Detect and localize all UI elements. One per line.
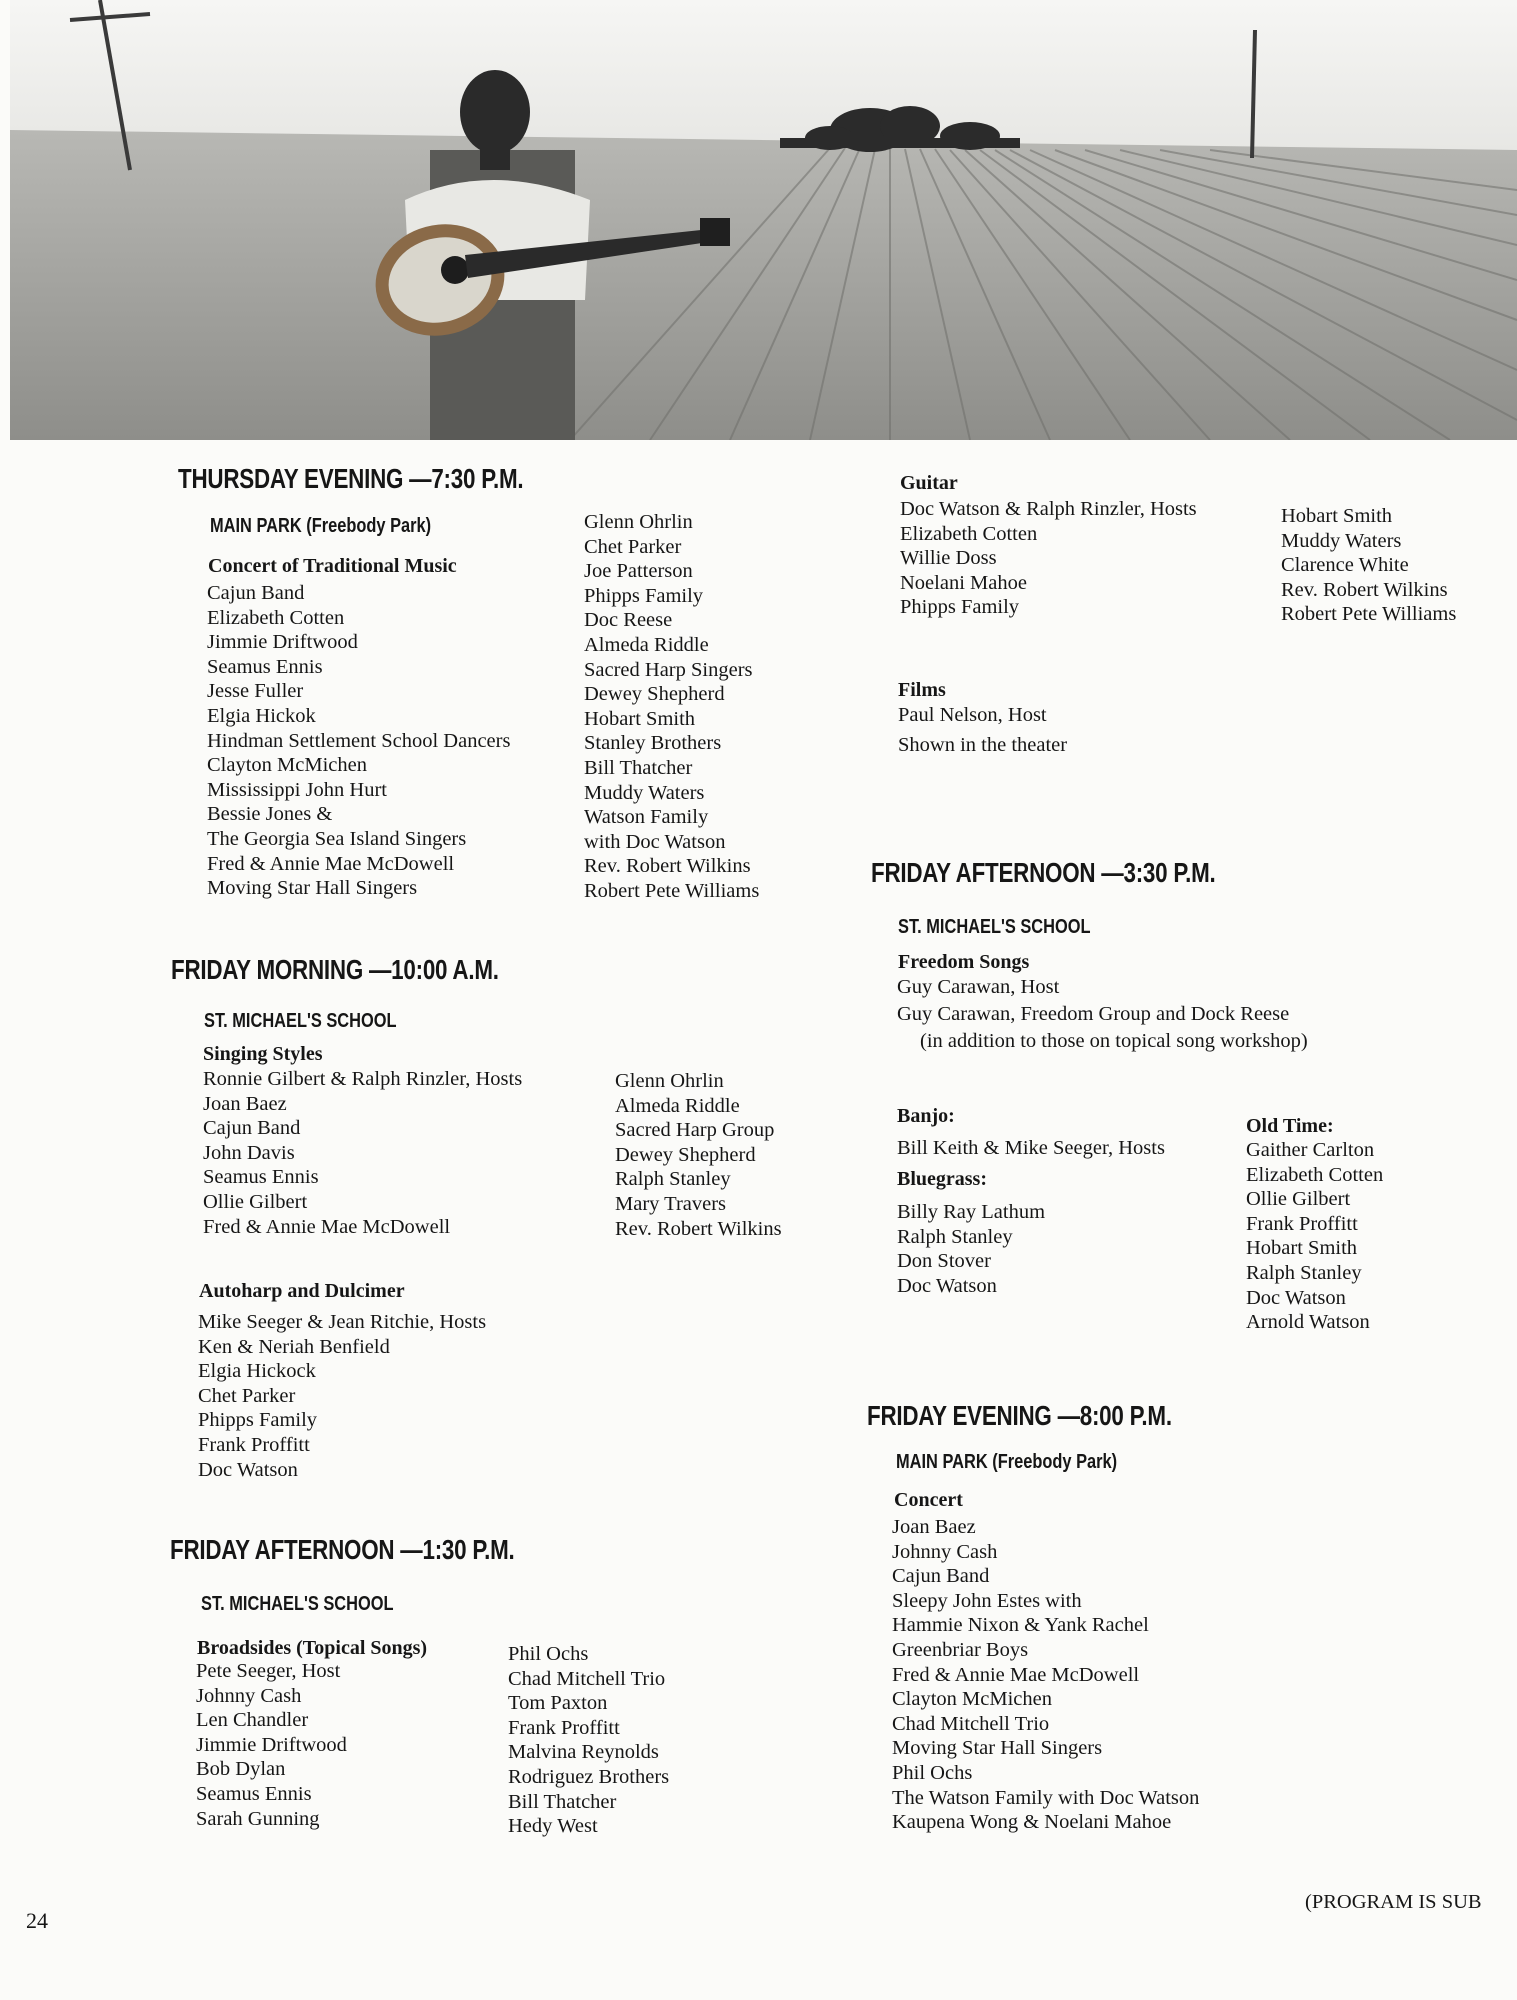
- list-item: Chet Parker: [584, 535, 682, 558]
- list-item: Fred & Annie Mae McDowell: [203, 1215, 451, 1238]
- list-item: Elizabeth Cotten: [900, 522, 1038, 545]
- list-item: Moving Star Hall Singers: [892, 1737, 1103, 1760]
- list-item: Jesse Fuller: [207, 680, 304, 703]
- list-item: Sacred Harp Group: [615, 1119, 775, 1142]
- list-item: Fred & Annie Mae McDowell: [207, 852, 455, 875]
- friday-evening-program: Concert: [894, 1489, 963, 1511]
- list-item: Doc Watson: [1246, 1286, 1346, 1309]
- list-item: Mike Seeger & Jean Ritchie, Hosts: [198, 1311, 487, 1333]
- list-item: Ralph Stanley: [1246, 1261, 1362, 1284]
- list-item: Len Chandler: [196, 1709, 309, 1732]
- thursday-evening-heading: THURSDAY EVENING —7:30 P.M.: [178, 463, 524, 494]
- list-item: Jimmie Driftwood: [196, 1733, 347, 1756]
- list-item: Glenn Ohrlin: [584, 511, 693, 533]
- list-item: Hammie Nixon & Yank Rachel: [892, 1614, 1149, 1637]
- thursday-evening-venue: MAIN PARK (Freebody Park): [210, 515, 432, 537]
- freedom-songs-host: Guy Carawan, Host: [897, 976, 1060, 998]
- list-item: Doc Watson: [198, 1458, 298, 1481]
- list-item: Rev. Robert Wilkins: [615, 1217, 782, 1240]
- list-item: Hobart Smith: [1246, 1237, 1358, 1260]
- list-item: Bill Thatcher: [584, 756, 693, 779]
- films-host: Paul Nelson, Host: [898, 704, 1047, 726]
- list-item: Doc Watson: [897, 1274, 997, 1297]
- bluegrass-title: Bluegrass:: [897, 1168, 987, 1190]
- list-item: Phil Ochs: [508, 1643, 589, 1665]
- thursday-performers-col1: [207, 581, 510, 901]
- list-item: Tom Paxton: [508, 1692, 608, 1715]
- banjo-title: Banjo:: [897, 1105, 955, 1127]
- list-item: Frank Proffitt: [1246, 1212, 1358, 1235]
- list-item: Elgia Hickock: [198, 1360, 316, 1383]
- films-note: Shown in the theater: [898, 734, 1068, 756]
- list-item: Frank Proffitt: [508, 1716, 620, 1739]
- list-item: Ken & Neriah Benfield: [198, 1335, 390, 1358]
- list-item: John Davis: [203, 1141, 295, 1164]
- friday-afternoon-1-heading: FRIDAY AFTERNOON —1:30 P.M.: [170, 1534, 515, 1565]
- friday-evening-list: [892, 1515, 1199, 1835]
- list-item: Ralph Stanley: [615, 1168, 731, 1191]
- list-item: Cajun Band: [207, 582, 305, 604]
- list-item: Joe Patterson: [584, 560, 693, 583]
- friday-morning-venue: ST. MICHAEL'S SCHOOL: [204, 1010, 397, 1032]
- list-item: Elizabeth Cotten: [1246, 1163, 1384, 1186]
- list-item: Mississippi John Hurt: [207, 778, 387, 801]
- list-item: The Watson Family with Doc Watson: [892, 1786, 1200, 1809]
- list-item: Kaupena Wong & Noelani Mahoe: [892, 1811, 1172, 1834]
- list-item: Chad Mitchell Trio: [508, 1667, 666, 1690]
- singing-styles-col1: [203, 1067, 522, 1239]
- guitar-col1: [900, 497, 1197, 620]
- list-item: Bob Dylan: [196, 1758, 286, 1781]
- list-item: Seamus Ennis: [207, 655, 323, 678]
- list-item: Chet Parker: [198, 1384, 296, 1407]
- films-title: Films: [898, 679, 946, 701]
- broadsides-title: Broadsides (Topical Songs): [197, 1637, 428, 1659]
- thursday-evening-program: Concert of Traditional Music: [208, 555, 457, 577]
- list-item: Ollie Gilbert: [1246, 1188, 1351, 1211]
- list-item: Phipps Family: [900, 596, 1020, 619]
- list-item: Almeda Riddle: [584, 633, 709, 656]
- list-item: Sarah Gunning: [196, 1807, 320, 1830]
- list-item: Glenn Ohrlin: [615, 1070, 724, 1092]
- list-item: Jimmie Driftwood: [207, 631, 358, 654]
- list-item: Don Stover: [897, 1250, 991, 1273]
- list-item: Phipps Family: [198, 1409, 318, 1432]
- list-item: Malvina Reynolds: [508, 1741, 659, 1764]
- list-item: Billy Ray Lathum: [897, 1201, 1046, 1223]
- list-item: Clayton McMichen: [892, 1688, 1052, 1711]
- list-item: Seamus Ennis: [203, 1166, 319, 1189]
- list-item: Dewey Shepherd: [584, 683, 725, 706]
- list-item: Joan Baez: [892, 1516, 976, 1538]
- list-item: Noelani Mahoe: [900, 571, 1027, 594]
- guitar-title: Guitar: [900, 472, 958, 494]
- list-item: Elgia Hickok: [207, 704, 316, 727]
- list-item: Muddy Waters: [584, 781, 705, 804]
- list-item: Moving Star Hall Singers: [207, 877, 418, 900]
- autoharp-title: Autoharp and Dulcimer: [199, 1280, 405, 1302]
- list-item: Willie Doss: [900, 547, 997, 570]
- singing-styles-col2: [615, 1069, 782, 1241]
- list-item: Johnny Cash: [892, 1540, 998, 1563]
- list-item: Rev. Robert Wilkins: [1281, 578, 1448, 601]
- list-item: Sleepy John Estes with: [892, 1589, 1082, 1612]
- banjo-hosts: Bill Keith & Mike Seeger, Hosts: [897, 1137, 1165, 1159]
- list-item: Arnold Watson: [1246, 1311, 1370, 1334]
- list-item: Hedy West: [508, 1815, 598, 1838]
- friday-afternoon-2-heading: FRIDAY AFTERNOON —3:30 P.M.: [871, 857, 1216, 888]
- list-item: Gaither Carlton: [1246, 1139, 1375, 1161]
- list-item: Mary Travers: [615, 1192, 727, 1215]
- freedom-songs-line1: Guy Carawan, Freedom Group and Dock Reese: [897, 1003, 1290, 1025]
- list-item: Rev. Robert Wilkins: [584, 855, 751, 878]
- guitar-col2: [1281, 504, 1456, 627]
- list-item: Pete Seeger, Host: [196, 1660, 341, 1682]
- friday-morning-heading: FRIDAY MORNING —10:00 A.M.: [171, 954, 499, 985]
- list-item: Johnny Cash: [196, 1684, 302, 1707]
- list-item: Almeda Riddle: [615, 1094, 740, 1117]
- freedom-songs-title: Freedom Songs: [898, 951, 1030, 973]
- list-item: The Georgia Sea Island Singers: [207, 827, 467, 850]
- footer-note: (PROGRAM IS SUB: [1305, 1891, 1482, 1913]
- old-time-list: [1246, 1138, 1383, 1335]
- list-item: Fred & Annie Mae McDowell: [892, 1663, 1140, 1686]
- broadsides-col1: [196, 1659, 347, 1831]
- singing-styles-title: Singing Styles: [203, 1043, 323, 1065]
- list-item: Joan Baez: [203, 1092, 287, 1115]
- freedom-songs-line2: (in addition to those on topical song workshop): [920, 1030, 1308, 1052]
- old-time-title: Old Time:: [1246, 1115, 1334, 1137]
- header-photo: [10, 0, 1517, 440]
- list-item: Bessie Jones &: [207, 803, 333, 826]
- broadsides-col2: [508, 1642, 669, 1839]
- friday-afternoon-2-venue: ST. MICHAEL'S SCHOOL: [898, 916, 1091, 938]
- list-item: Watson Family: [584, 806, 709, 829]
- friday-evening-heading: FRIDAY EVENING —8:00 P.M.: [867, 1400, 1172, 1431]
- list-item: Cajun Band: [892, 1565, 990, 1588]
- list-item: Ralph Stanley: [897, 1225, 1013, 1248]
- bluegrass-list: [897, 1200, 1045, 1298]
- autoharp-list: [198, 1310, 486, 1482]
- list-item: Seamus Ennis: [196, 1782, 312, 1805]
- list-item: Clayton McMichen: [207, 754, 367, 777]
- list-item: Muddy Waters: [1281, 529, 1402, 552]
- list-item: Ollie Gilbert: [203, 1190, 308, 1213]
- list-item: Robert Pete Williams: [1281, 603, 1457, 626]
- list-item: Phil Ochs: [892, 1761, 973, 1784]
- list-item: Elizabeth Cotten: [207, 606, 345, 629]
- list-item: Hobart Smith: [584, 707, 696, 730]
- list-item: Dewey Shepherd: [615, 1143, 756, 1166]
- list-item: Rodriguez Brothers: [508, 1765, 670, 1788]
- list-item: Greenbriar Boys: [892, 1638, 1029, 1661]
- list-item: Cajun Band: [203, 1117, 301, 1140]
- list-item: Sacred Harp Singers: [584, 658, 753, 681]
- friday-evening-venue: MAIN PARK (Freebody Park): [896, 1451, 1118, 1473]
- list-item: Doc Reese: [584, 609, 673, 632]
- list-item: Clarence White: [1281, 554, 1409, 577]
- thursday-performers-col2: [584, 510, 759, 904]
- list-item: Hindman Settlement School Dancers: [207, 729, 511, 752]
- list-item: Doc Watson & Ralph Rinzler, Hosts: [900, 498, 1197, 520]
- list-item: with Doc Watson: [584, 830, 726, 853]
- page-number: 24: [26, 1908, 48, 1933]
- list-item: Frank Proffitt: [198, 1433, 310, 1456]
- list-item: Chad Mitchell Trio: [892, 1712, 1050, 1735]
- list-item: Bill Thatcher: [508, 1790, 617, 1813]
- list-item: Stanley Brothers: [584, 732, 722, 755]
- list-item: Hobart Smith: [1281, 505, 1393, 527]
- list-item: Phipps Family: [584, 584, 704, 607]
- friday-afternoon-1-venue: ST. MICHAEL'S SCHOOL: [201, 1593, 394, 1615]
- list-item: Ronnie Gilbert & Ralph Rinzler, Hosts: [203, 1068, 523, 1090]
- list-item: Robert Pete Williams: [584, 879, 760, 902]
